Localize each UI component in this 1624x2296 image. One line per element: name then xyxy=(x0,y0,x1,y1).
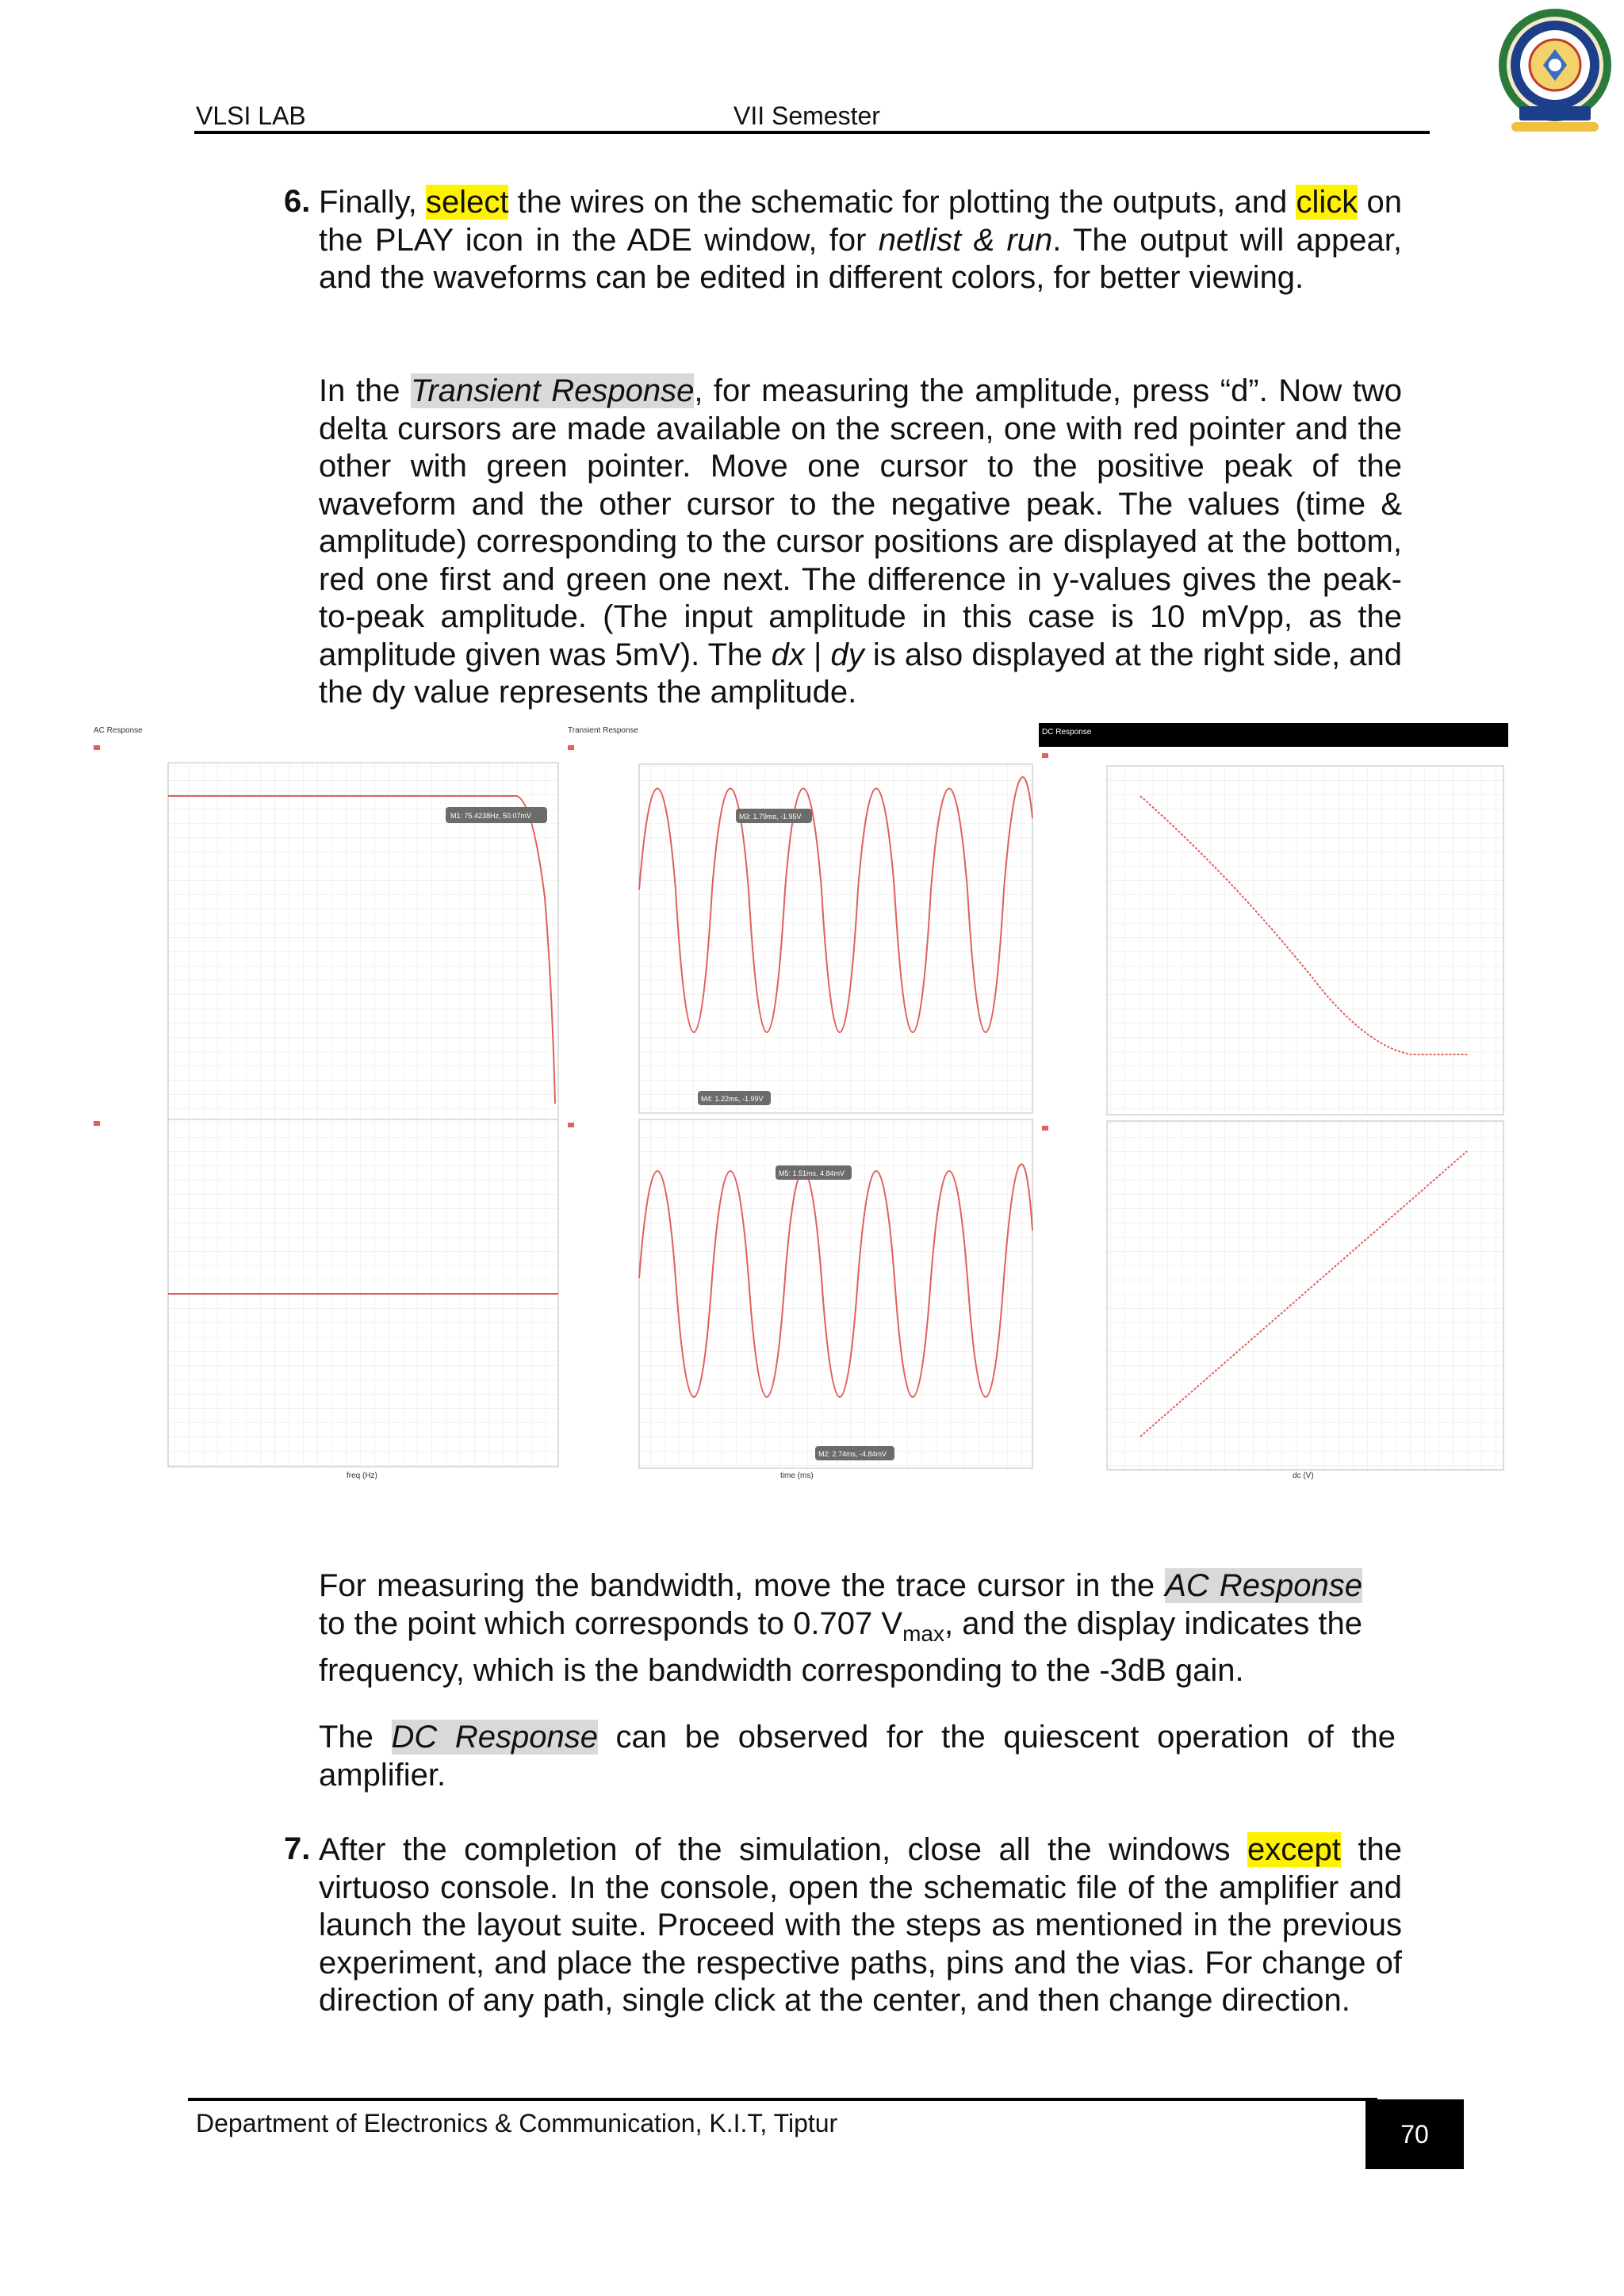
text-run: After the completion of the simulation, close all the windows xyxy=(319,1832,1248,1867)
dc-xlabel: dc (V) xyxy=(1293,1471,1314,1480)
text-run: | xyxy=(804,637,831,672)
ac-marker-label: M1: 75.4238Hz, 50.07mV xyxy=(450,812,532,820)
text-run: The xyxy=(319,1720,392,1755)
text-run: , and the display indicates the frequency, which is the bandwidth corresponding to the -3dB gain. xyxy=(319,1605,1363,1688)
highlight-click: click xyxy=(1296,185,1358,220)
italic-dx: dx xyxy=(771,637,805,672)
header-rule xyxy=(194,131,1430,134)
text-run: . The output will appear, and the waveforms can be edited in different colors, for better viewing. xyxy=(319,222,1402,295)
footer-department: Department of Electronics & Communication, K.I.T, Tiptur xyxy=(196,2109,838,2137)
dc-plot-title: DC Response xyxy=(1042,728,1092,737)
text-run: can be observed for the quiescent operation of the amplifier. xyxy=(319,1720,1396,1793)
ac-plot-title: AC Response xyxy=(94,726,143,735)
tran-xlabel: time (ms) xyxy=(780,1471,814,1480)
text-run: For measuring the bandwidth, move the trace cursor in the xyxy=(319,1568,1166,1603)
tran-marker-bot1: M5: 1.51ms, 4.84mV xyxy=(779,1169,845,1177)
text-run: is also displayed at the right side, and the dy value represents the amplitude. xyxy=(319,637,1402,710)
ac-xlabel: freq (Hz) xyxy=(347,1471,377,1480)
header-semester: VII Semester xyxy=(733,101,880,130)
text-run: Finally, xyxy=(319,185,426,220)
text-run: the wires on the schematic for plotting the outputs, and xyxy=(508,185,1297,220)
text-run: In the xyxy=(319,373,411,408)
highlight-dc-response: DC Response xyxy=(391,1720,598,1755)
italic-netlist-run: netlist & run xyxy=(878,222,1053,258)
header-lab-title: VLSI LAB xyxy=(196,101,306,130)
text-run: to the point which corresponds to 0.707 V xyxy=(319,1605,903,1641)
step6-paragraph-2 xyxy=(319,373,1402,712)
highlight-ac-response: AC Response xyxy=(1165,1568,1363,1603)
step7-paragraph xyxy=(319,1831,1402,2020)
transient-response-plot xyxy=(565,723,1037,1483)
step6-paragraph-1 xyxy=(319,184,1402,297)
step-number-6: 6. xyxy=(284,184,311,219)
highlight-except: except xyxy=(1247,1832,1341,1867)
page-number: 70 xyxy=(1365,2099,1464,2169)
tran-marker-top1: M3: 1.79ms, -1.95V xyxy=(739,813,802,821)
dc-response-plot xyxy=(1039,723,1508,1483)
tran-plot-title: Transient Response xyxy=(568,726,639,735)
subscript-max: max xyxy=(902,1621,944,1646)
text-run: , for measuring the amplitude, press “d”. Now two delta cursors are made available on the screen, one with red pointer and the other with green pointer. Move one cursor to the positive peak of the waveform and the other cursor to the negative peak. The values (time & amplitude) corresponding to the cursor positions are displayed at the bottom, red one first and green one next. The difference in y-values gives the peak-to-peak amplitude. (The input amplitude in this case is 10 mVpp, as the amplitude given was 5mV). The xyxy=(319,373,1402,672)
text-run: the virtuoso console. In the console, open the schematic file of the amplifier and launch the layout suite. Proceed with the steps as mentioned in the previous experiment, and place the respective paths, pins and the vias. For change of direction of any path, single click at the center, and then change direction. xyxy=(319,1832,1402,2018)
ac-response-plot xyxy=(89,723,563,1483)
text-run: on the PLAY icon in the ADE window, for xyxy=(319,185,1402,258)
dc-paragraph xyxy=(319,1719,1396,1794)
highlight-select: select xyxy=(425,185,509,220)
tran-marker-bot2: M2: 2.74ms, -4.84mV xyxy=(818,1450,887,1458)
step-number-7: 7. xyxy=(284,1831,311,1866)
bandwidth-paragraph xyxy=(319,1567,1362,1690)
footer-rule xyxy=(188,2098,1377,2101)
tran-marker-top2: M4: 1.22ms, -1.99V xyxy=(701,1095,764,1103)
college-logo xyxy=(1488,8,1622,135)
highlight-transient-response: Transient Response xyxy=(410,373,695,408)
italic-dy: dy xyxy=(830,637,864,672)
